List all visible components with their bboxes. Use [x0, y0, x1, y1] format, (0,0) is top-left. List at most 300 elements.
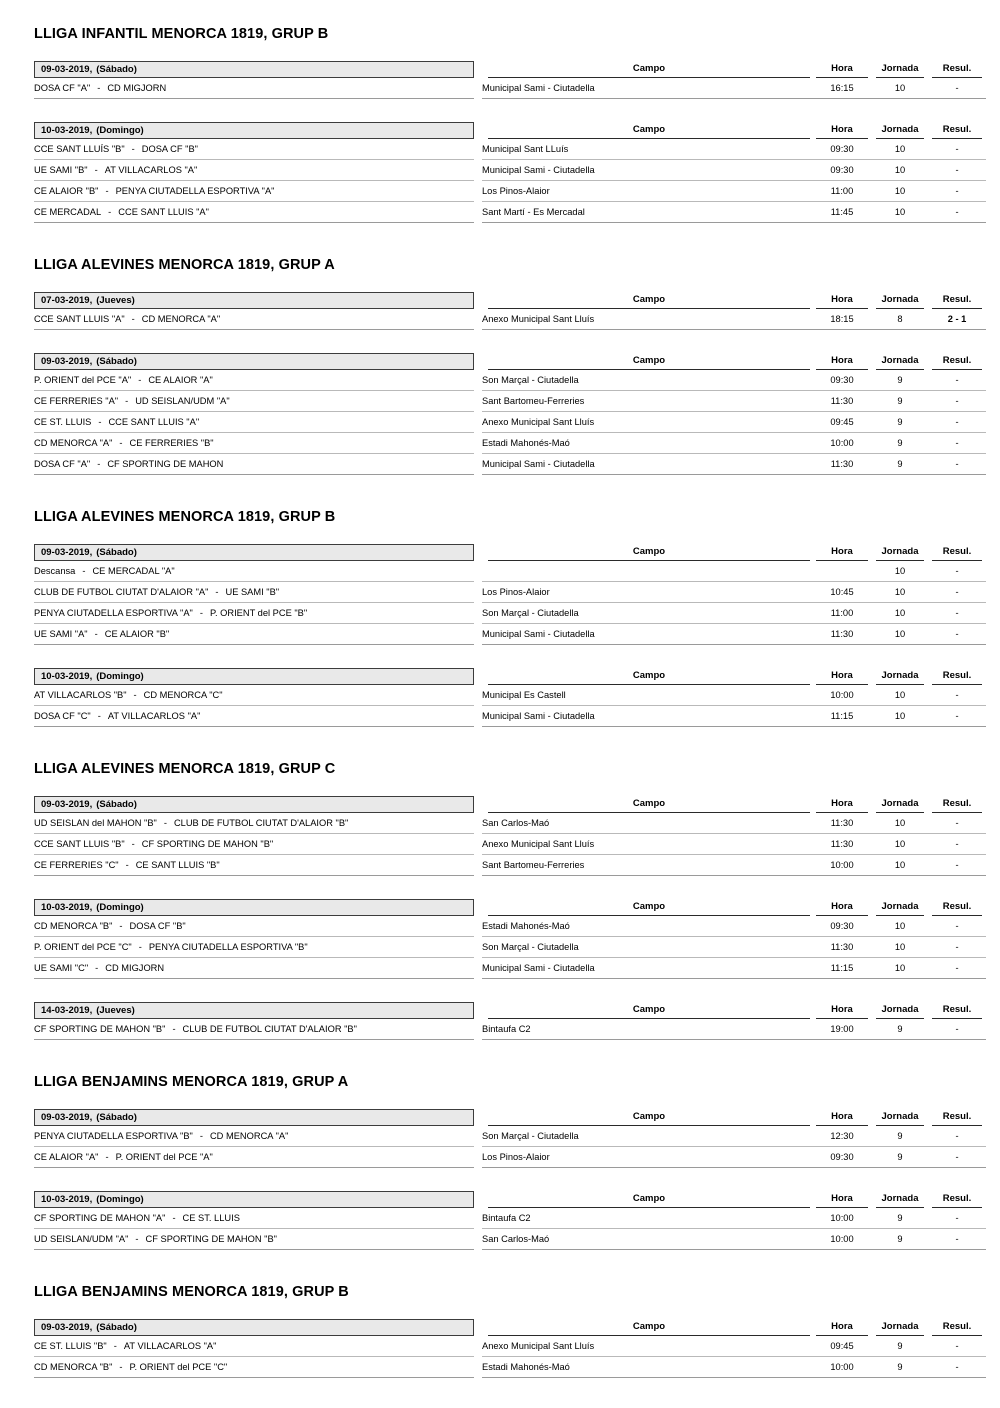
- date-text: 10-03-2019,: [41, 1194, 93, 1205]
- away-team: AT VILLACARLOS "A": [107, 711, 201, 721]
- match-teams-cell: [34, 391, 474, 412]
- spacer-cell: [474, 855, 482, 876]
- result-cell: -: [928, 937, 986, 958]
- campo-header-cell: [482, 896, 812, 916]
- hora-header-cell: [812, 793, 872, 813]
- versus-separator: -: [163, 818, 167, 828]
- time-cell: 12:30: [812, 1126, 872, 1147]
- matchday-header-row: [34, 896, 986, 916]
- spacer-cell: [474, 1147, 482, 1168]
- match-row[interactable]: [34, 370, 986, 391]
- result-cell: -: [928, 624, 986, 645]
- date-text: 14-03-2019,: [41, 1005, 93, 1016]
- spacer-cell: [474, 1336, 482, 1357]
- match-teams-cell: [34, 433, 474, 454]
- matchday-header-row: [34, 58, 986, 78]
- match-row[interactable]: [34, 603, 986, 624]
- spacer-cell: [474, 624, 482, 645]
- field-cell: Anexo Municipal Sant Lluís: [482, 412, 812, 433]
- away-team: P. ORIENT del PCE "B": [209, 608, 308, 618]
- match-teams-cell: [34, 309, 474, 330]
- matchday-header-row: [34, 119, 986, 139]
- date-header-cell: [34, 999, 474, 1019]
- home-team: UD SEISLAN/UDM "A": [34, 1234, 129, 1244]
- match-row[interactable]: [34, 813, 986, 834]
- resul-header-cell: [928, 58, 986, 78]
- result-cell: -: [928, 603, 986, 624]
- jornada-header-cell: [872, 541, 928, 561]
- date-text: 10-03-2019,: [41, 902, 93, 913]
- spacer-cell: [474, 370, 482, 391]
- match-row[interactable]: [34, 706, 986, 727]
- time-cell: 18:15: [812, 309, 872, 330]
- match-teams-cell: [34, 561, 474, 582]
- versus-separator: -: [135, 1234, 139, 1244]
- column-header-jornada: Jornada: [876, 669, 924, 685]
- round-cell: 9: [872, 1019, 928, 1040]
- away-team: DOSA CF "B": [129, 921, 186, 931]
- match-teams-cell: [34, 1229, 474, 1250]
- spacer-cell: [474, 1188, 482, 1208]
- matchday-header-row: [34, 999, 986, 1019]
- match-teams-cell: [34, 685, 474, 706]
- matchday-table: [34, 999, 986, 1040]
- spacer-cell: [474, 896, 482, 916]
- match-teams-cell: [34, 1208, 474, 1229]
- time-cell: 09:30: [812, 916, 872, 937]
- match-row[interactable]: [34, 1357, 986, 1378]
- date-header-cell: [34, 665, 474, 685]
- away-team: UD SEISLAN/UDM "A": [135, 396, 230, 406]
- hora-header-cell: [812, 896, 872, 916]
- time-cell: 09:45: [812, 412, 872, 433]
- matchday-header-row: [34, 1316, 986, 1336]
- versus-separator: -: [97, 711, 101, 721]
- round-cell: 9: [872, 1357, 928, 1378]
- away-team: CE ST. LLUIS: [182, 1213, 240, 1223]
- field-cell: Sant Martí - Es Mercadal: [482, 202, 812, 223]
- date-box: [34, 899, 474, 916]
- league-block: [34, 1060, 976, 1250]
- spacer-cell: [474, 139, 482, 160]
- away-team: P. ORIENT del PCE "A": [115, 1152, 213, 1162]
- versus-separator: -: [125, 860, 129, 870]
- spacer-cell: [474, 1019, 482, 1040]
- column-header-jornada: Jornada: [876, 1003, 924, 1019]
- weekday-text: (Sábado): [96, 1322, 137, 1333]
- spacer-cell: [474, 916, 482, 937]
- spacer-cell: [474, 119, 482, 139]
- date-text: 09-03-2019,: [41, 799, 93, 810]
- away-team: CLUB DE FUTBOL CIUTAT D'ALAIOR "B": [182, 1024, 357, 1034]
- matchday-table: [34, 289, 986, 330]
- column-header-hora: Hora: [816, 1003, 868, 1019]
- column-header-campo: Campo: [488, 293, 810, 309]
- home-team: CCE SANT LLUÍS "B": [34, 144, 125, 154]
- home-team: CE ALAIOR "A": [34, 1152, 99, 1162]
- result-cell: -: [928, 958, 986, 979]
- spacer-cell: [474, 958, 482, 979]
- column-header-resul: Resul.: [932, 1003, 982, 1019]
- away-team: CE SANT LLUIS "B": [135, 860, 220, 870]
- date-header-cell: [34, 1316, 474, 1336]
- away-team: DOSA CF "B": [141, 144, 198, 154]
- match-teams-cell: [34, 78, 474, 99]
- matchday-header-row: [34, 541, 986, 561]
- campo-header-cell: [482, 1106, 812, 1126]
- time-cell: 10:00: [812, 1229, 872, 1250]
- spacer-cell: [474, 685, 482, 706]
- matchday-header-row: [34, 1106, 986, 1126]
- field-cell: Anexo Municipal Sant Lluís: [482, 834, 812, 855]
- result-cell: -: [928, 139, 986, 160]
- home-team: UE SAMI "A": [34, 629, 88, 639]
- date-header-cell: [34, 541, 474, 561]
- spacer-cell: [474, 813, 482, 834]
- league-title: LLIGA BENJAMINS MENORCA 1819, GRUP A: [34, 1074, 349, 1090]
- round-cell: 10: [872, 160, 928, 181]
- time-cell: 11:15: [812, 958, 872, 979]
- match-row[interactable]: [34, 412, 986, 433]
- resul-header-cell: [928, 793, 986, 813]
- match-row[interactable]: [34, 582, 986, 603]
- field-cell: Son Marçal - Ciutadella: [482, 370, 812, 391]
- round-cell: 10: [872, 958, 928, 979]
- time-cell: 09:30: [812, 139, 872, 160]
- time-cell: 09:45: [812, 1336, 872, 1357]
- spacer-cell: [474, 1357, 482, 1378]
- round-cell: 10: [872, 624, 928, 645]
- home-team: CE MERCADAL: [34, 207, 102, 217]
- date-text: 10-03-2019,: [41, 125, 93, 136]
- match-row[interactable]: [34, 855, 986, 876]
- hora-header-cell: [812, 1106, 872, 1126]
- versus-separator: -: [131, 144, 135, 154]
- result-cell: 2 - 1: [928, 309, 986, 330]
- result-cell: -: [928, 160, 986, 181]
- away-team: CE ALAIOR "A": [148, 375, 213, 385]
- column-header-campo: Campo: [488, 797, 810, 813]
- weekday-text: (Sábado): [96, 356, 137, 367]
- time-cell: 11:30: [812, 937, 872, 958]
- time-cell: 19:00: [812, 1019, 872, 1040]
- away-team: CD MENORCA "C": [143, 690, 223, 700]
- campo-header-cell: [482, 289, 812, 309]
- match-row[interactable]: [34, 1019, 986, 1040]
- match-row[interactable]: [34, 1126, 986, 1147]
- date-box: [34, 292, 474, 309]
- column-header-hora: Hora: [816, 669, 868, 685]
- column-header-resul: Resul.: [932, 900, 982, 916]
- result-cell: -: [928, 78, 986, 99]
- versus-separator: -: [94, 629, 98, 639]
- field-cell: Municipal Sami - Ciutadella: [482, 624, 812, 645]
- hora-header-cell: [812, 119, 872, 139]
- jornada-header-cell: [872, 289, 928, 309]
- league-title: LLIGA ALEVINES MENORCA 1819, GRUP C: [34, 761, 336, 777]
- versus-separator: -: [119, 438, 123, 448]
- weekday-text: (Sábado): [96, 64, 137, 75]
- home-team: PENYA CIUTADELLA ESPORTIVA "B": [34, 1131, 193, 1141]
- result-cell: -: [928, 181, 986, 202]
- away-team: CD MIGJORN: [107, 83, 167, 93]
- field-cell: San Carlos-Maó: [482, 813, 812, 834]
- date-text: 09-03-2019,: [41, 64, 93, 75]
- result-cell: -: [928, 813, 986, 834]
- matchday-table: [34, 1188, 986, 1250]
- resul-header-cell: [928, 541, 986, 561]
- round-cell: 9: [872, 1126, 928, 1147]
- field-cell: Estadi Mahonés-Maó: [482, 1357, 812, 1378]
- match-row[interactable]: [34, 181, 986, 202]
- match-row[interactable]: [34, 1336, 986, 1357]
- hora-header-cell: [812, 58, 872, 78]
- weekday-text: (Domingo): [96, 1194, 144, 1205]
- time-cell: 11:30: [812, 624, 872, 645]
- matchday-table: [34, 119, 986, 223]
- versus-separator: -: [108, 207, 112, 217]
- home-team: CCE SANT LLUIS "B": [34, 839, 125, 849]
- spacer-cell: [474, 309, 482, 330]
- spacer-cell: [474, 665, 482, 685]
- weekday-text: (Domingo): [96, 671, 144, 682]
- versus-separator: -: [199, 608, 203, 618]
- result-cell: -: [928, 561, 986, 582]
- round-cell: 10: [872, 685, 928, 706]
- column-header-resul: Resul.: [932, 123, 982, 139]
- result-cell: -: [928, 916, 986, 937]
- match-teams-cell: [34, 582, 474, 603]
- result-cell: -: [928, 391, 986, 412]
- result-cell: -: [928, 1229, 986, 1250]
- result-cell: -: [928, 1147, 986, 1168]
- time-cell: 16:15: [812, 78, 872, 99]
- column-header-jornada: Jornada: [876, 545, 924, 561]
- round-cell: 9: [872, 391, 928, 412]
- jornada-header-cell: [872, 665, 928, 685]
- date-header-cell: [34, 896, 474, 916]
- field-cell: Los Pinos-Alaior: [482, 1147, 812, 1168]
- versus-separator: -: [105, 186, 109, 196]
- league-title: LLIGA BENJAMINS MENORCA 1819, GRUP B: [34, 1284, 349, 1300]
- match-row[interactable]: [34, 391, 986, 412]
- match-row[interactable]: [34, 1147, 986, 1168]
- column-header-campo: Campo: [488, 1192, 810, 1208]
- home-team: PENYA CIUTADELLA ESPORTIVA "A": [34, 608, 193, 618]
- date-text: 07-03-2019,: [41, 295, 93, 306]
- resul-header-cell: [928, 289, 986, 309]
- column-header-resul: Resul.: [932, 1110, 982, 1126]
- time-cell: 10:00: [812, 855, 872, 876]
- field-cell: Bintaufa C2: [482, 1208, 812, 1229]
- result-cell: -: [928, 433, 986, 454]
- spacer-cell: [474, 582, 482, 603]
- field-cell: Son Marçal - Ciutadella: [482, 603, 812, 624]
- column-header-jornada: Jornada: [876, 1110, 924, 1126]
- match-row[interactable]: [34, 937, 986, 958]
- match-teams-cell: [34, 139, 474, 160]
- home-team: CD MENORCA "A": [34, 438, 113, 448]
- time-cell: 09:30: [812, 1147, 872, 1168]
- field-cell: Anexo Municipal Sant Lluís: [482, 1336, 812, 1357]
- away-team: CF SPORTING DE MAHON: [107, 459, 224, 469]
- spacer-cell: [474, 999, 482, 1019]
- column-header-campo: Campo: [488, 669, 810, 685]
- round-cell: 10: [872, 706, 928, 727]
- round-cell: 10: [872, 834, 928, 855]
- date-box: [34, 1319, 474, 1336]
- field-cell: [482, 561, 812, 582]
- home-team: P. ORIENT del PCE "C": [34, 942, 132, 952]
- field-cell: Los Pinos-Alaior: [482, 582, 812, 603]
- column-header-campo: Campo: [488, 1320, 810, 1336]
- match-row[interactable]: [34, 139, 986, 160]
- away-team: AT VILLACARLOS "A": [123, 1341, 217, 1351]
- home-team: CE ST. LLUIS: [34, 417, 92, 427]
- spacer-cell: [474, 289, 482, 309]
- match-teams-cell: [34, 412, 474, 433]
- date-box: [34, 1109, 474, 1126]
- away-team: CD MIGJORN: [105, 963, 165, 973]
- result-cell: -: [928, 202, 986, 223]
- home-team: CF SPORTING DE MAHON "A": [34, 1213, 166, 1223]
- result-cell: -: [928, 1019, 986, 1040]
- match-teams-cell: [34, 1147, 474, 1168]
- away-team: P. ORIENT del PCE "C": [129, 1362, 228, 1372]
- matchday-table: [34, 793, 986, 876]
- match-teams-cell: [34, 706, 474, 727]
- versus-separator: -: [131, 839, 135, 849]
- weekday-text: (Sábado): [96, 547, 137, 558]
- campo-header-cell: [482, 58, 812, 78]
- resul-header-cell: [928, 350, 986, 370]
- versus-separator: -: [97, 83, 101, 93]
- result-cell: -: [928, 412, 986, 433]
- resul-header-cell: [928, 999, 986, 1019]
- round-cell: 10: [872, 813, 928, 834]
- match-teams-cell: [34, 603, 474, 624]
- versus-separator: -: [138, 375, 142, 385]
- home-team: CF SPORTING DE MAHON "B": [34, 1024, 166, 1034]
- column-header-hora: Hora: [816, 545, 868, 561]
- versus-separator: -: [172, 1213, 176, 1223]
- column-header-campo: Campo: [488, 123, 810, 139]
- column-header-resul: Resul.: [932, 293, 982, 309]
- match-row[interactable]: [34, 561, 986, 582]
- away-team: CE FERRERIES "B": [129, 438, 214, 448]
- match-row[interactable]: [34, 454, 986, 475]
- match-row[interactable]: [34, 916, 986, 937]
- spacer-cell: [474, 1106, 482, 1126]
- match-row[interactable]: [34, 834, 986, 855]
- round-cell: 10: [872, 582, 928, 603]
- column-header-campo: Campo: [488, 545, 810, 561]
- field-cell: Estadi Mahonés-Maó: [482, 433, 812, 454]
- column-header-hora: Hora: [816, 354, 868, 370]
- league-block: [34, 747, 976, 1040]
- jornada-header-cell: [872, 1188, 928, 1208]
- round-cell: 9: [872, 370, 928, 391]
- campo-header-cell: [482, 350, 812, 370]
- date-header-cell: [34, 1106, 474, 1126]
- versus-separator: -: [133, 690, 137, 700]
- date-header-cell: [34, 119, 474, 139]
- spacer-cell: [474, 454, 482, 475]
- campo-header-cell: [482, 999, 812, 1019]
- resul-header-cell: [928, 1188, 986, 1208]
- column-header-jornada: Jornada: [876, 1320, 924, 1336]
- match-row[interactable]: [34, 685, 986, 706]
- round-cell: 9: [872, 412, 928, 433]
- home-team: CCE SANT LLUIS "A": [34, 314, 125, 324]
- matchday-table: [34, 896, 986, 979]
- match-row[interactable]: [34, 624, 986, 645]
- away-team: CLUB DE FUTBOL CIUTAT D'ALAIOR "B": [173, 818, 349, 828]
- column-header-resul: Resul.: [932, 545, 982, 561]
- field-cell: Son Marçal - Ciutadella: [482, 1126, 812, 1147]
- jornada-header-cell: [872, 1106, 928, 1126]
- date-header-cell: [34, 1188, 474, 1208]
- time-cell: 11:30: [812, 834, 872, 855]
- match-teams-cell: [34, 937, 474, 958]
- match-row[interactable]: [34, 1208, 986, 1229]
- match-row[interactable]: [34, 1229, 986, 1250]
- versus-separator: -: [94, 165, 98, 175]
- jornada-header-cell: [872, 350, 928, 370]
- date-text: 09-03-2019,: [41, 1112, 93, 1123]
- match-row[interactable]: [34, 958, 986, 979]
- date-box: [34, 122, 474, 139]
- campo-header-cell: [482, 665, 812, 685]
- matchday-table: [34, 1316, 986, 1378]
- round-cell: 10: [872, 202, 928, 223]
- field-cell: Municipal Sami - Ciutadella: [482, 706, 812, 727]
- column-header-jornada: Jornada: [876, 900, 924, 916]
- match-row[interactable]: [34, 433, 986, 454]
- league-title: LLIGA INFANTIL MENORCA 1819, GRUP B: [34, 26, 329, 42]
- home-team: CE FERRERIES "C": [34, 860, 119, 870]
- field-cell: Son Marçal - Ciutadella: [482, 937, 812, 958]
- column-header-jornada: Jornada: [876, 62, 924, 78]
- match-row[interactable]: [34, 160, 986, 181]
- result-cell: -: [928, 706, 986, 727]
- versus-separator: -: [95, 963, 99, 973]
- league-title: LLIGA ALEVINES MENORCA 1819, GRUP B: [34, 509, 336, 525]
- match-row[interactable]: [34, 202, 986, 223]
- field-cell: Anexo Municipal Sant Lluís: [482, 309, 812, 330]
- league-block: [34, 243, 976, 475]
- result-cell: -: [928, 582, 986, 603]
- versus-separator: -: [131, 314, 135, 324]
- column-header-campo: Campo: [488, 900, 810, 916]
- column-header-campo: Campo: [488, 1110, 810, 1126]
- field-cell: Sant Bartomeu-Ferreries: [482, 855, 812, 876]
- away-team: CE MERCADAL "A": [92, 566, 175, 576]
- away-team: AT VILLACARLOS "A": [104, 165, 198, 175]
- versus-separator: -: [105, 1152, 109, 1162]
- round-cell: 9: [872, 1336, 928, 1357]
- result-cell: -: [928, 834, 986, 855]
- date-text: 10-03-2019,: [41, 671, 93, 682]
- home-team: UD SEISLAN del MAHON "B": [34, 818, 157, 828]
- spacer-cell: [474, 541, 482, 561]
- match-row[interactable]: [34, 78, 986, 99]
- date-header-cell: [34, 793, 474, 813]
- spacer-cell: [474, 1126, 482, 1147]
- match-row[interactable]: [34, 309, 986, 330]
- match-teams-cell: [34, 181, 474, 202]
- time-cell: 10:00: [812, 433, 872, 454]
